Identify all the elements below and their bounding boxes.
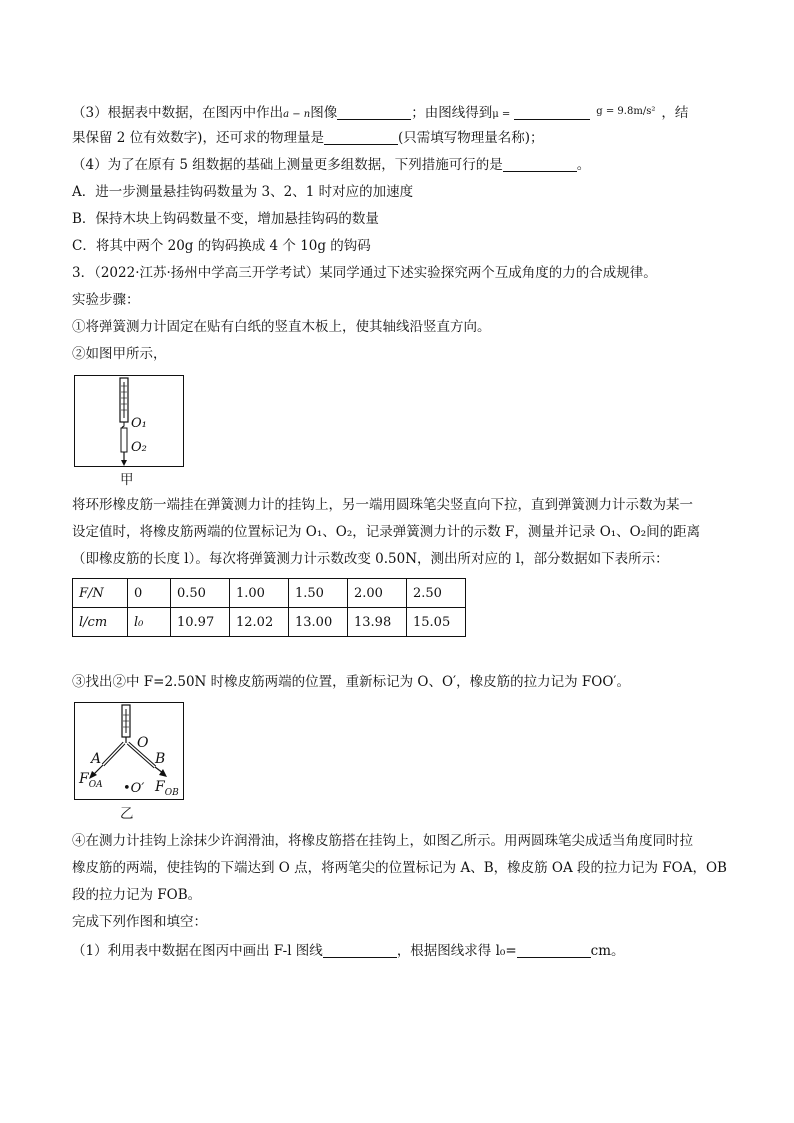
table-cell: 13.98 (348, 608, 407, 637)
p3-q1b: ，根据图线求得 l₀= (396, 943, 517, 959)
table-cell: 0 (128, 579, 171, 608)
p3-q1 (72, 941, 625, 961)
spring-scale-diagram (75, 376, 183, 466)
table-cell: 10.97 (171, 608, 230, 637)
q3-end: ，结 (661, 105, 689, 121)
p3-step4-line-1: ④在测力计挂钩上涂抹少许润滑油，将橡皮筋搭在挂钩上，如图乙所示。用两圆珠笔尖成适当角度同时拉 (72, 833, 693, 849)
label-fob-letter: F (155, 779, 165, 795)
table-cell: 15.05 (407, 608, 466, 637)
p3-para-line-1: 将环形橡皮筋一端挂在弹簧测力计的挂钩上，另一端用圆珠笔尖竖直向下拉，直到弹簧测力计示数为某一 (72, 497, 693, 513)
label-foa-letter: F (79, 771, 89, 787)
table-cell: 1.00 (230, 579, 289, 608)
p3-step1: ①将弹簧测力计固定在贴有白纸的竖直木板上，使其轴线沿竖直方向。 (72, 319, 491, 335)
label-b: B (155, 751, 166, 767)
p3-q1-blank-l0[interactable] (517, 943, 591, 958)
table-cell: 13.00 (289, 608, 348, 637)
p3-para-line-3: （即橡皮筋的长度 l）。每次将弹簧测力计示数改变 0.50N，测出所对应的 l，部分数据如下表所示： (72, 551, 669, 567)
label-o: O (137, 735, 149, 751)
p3-step2: ②如图甲所示， (72, 346, 167, 362)
p3-step3: ③找出②中 F=2.50N 时橡皮筋两端的位置，重新标记为 O、O′，橡皮筋的拉力记为 FOO′。 (72, 674, 630, 690)
q3-line2a: 果保留 2 位有效数字)，还可求的物理量是 (72, 130, 324, 146)
table-cell: 2.00 (348, 579, 407, 608)
q4-question (72, 155, 590, 175)
label-foa (79, 771, 103, 790)
p3-steps-label: 实验步骤： (72, 292, 140, 308)
label-fob-sub: OB (164, 787, 179, 798)
p3-complete: 完成下列作图和填空： (72, 914, 207, 930)
table-cell: 12.02 (230, 608, 289, 637)
q3-graph-suffix: 图像 (310, 105, 338, 121)
q3-blank-quantity[interactable] (324, 130, 398, 145)
q3-line-1 (72, 102, 688, 125)
table-cell: 2.50 (407, 579, 466, 608)
p3-q1a: （1）利用表中数据在图丙中画出 F-l 图线 (72, 943, 323, 959)
label-foa-sub: OA (88, 779, 103, 790)
figure-jia (74, 375, 184, 467)
label-o-prime: •O′ (123, 781, 145, 796)
label-a: A (91, 751, 102, 767)
p3-para-line-2: 设定值时，将橡皮筋两端的位置标记为 O₁、O₂，记录弹簧测力计的示数 F，测量并记录 O₁、O₂间的距离 (72, 524, 701, 540)
q4-option-a: A．进一步测量悬挂钩码数量为 3、2、1 时对应的加速度 (72, 184, 414, 200)
label-fob (155, 779, 179, 798)
figure-jia-caption: 甲 (120, 472, 134, 488)
force-length-table (72, 578, 466, 637)
p3-title: 3．（2022·江苏·扬州中学高三开学考试）某同学通过下述实验探究两个互成角度的力的合成规律。 (72, 265, 657, 281)
table-cell: 1.50 (289, 579, 348, 608)
label-o1: O₁ (131, 416, 147, 431)
figure-yi (74, 702, 184, 800)
q3-mu: μ = (492, 109, 511, 120)
p3-q1-blank-graph[interactable] (323, 943, 397, 958)
q4-option-c: C．将其中两个 20g 的钩码换成 4 个 10g 的钩码 (72, 238, 371, 254)
label-o2: O₂ (131, 440, 147, 455)
table-row (73, 608, 466, 637)
q4-option-b: B．保持木块上钩码数量不变，增加悬挂钩码的数量 (72, 211, 379, 227)
q4-period: 。 (576, 157, 591, 173)
q3-line-2 (72, 128, 544, 148)
table-cell: l/cm (73, 608, 128, 637)
table-cell: 0.50 (171, 579, 230, 608)
q3-graph-var: a − n (283, 109, 311, 120)
q3-blank-graph[interactable] (337, 105, 411, 120)
q3-mid: ；由图线得到 (411, 105, 493, 121)
q4-blank[interactable] (503, 157, 577, 172)
figure-yi-caption: 乙 (120, 806, 134, 822)
q3-prefix: （3）根据表中数据，在图丙中作出 (72, 105, 284, 121)
q3-line2b: (只需填写物理量名称)； (397, 130, 544, 146)
p3-q1c: cm。 (590, 943, 625, 959)
q3-blank-mu[interactable] (514, 105, 590, 120)
p3-step4-line-2: 橡皮筋的两端，使挂钩的下端达到 O 点，将两笔尖的位置标记为 A、B，橡皮筋 OA 段的拉力记为 FOA，OB (72, 860, 727, 876)
table-cell: F/N (73, 579, 128, 608)
table-row (73, 579, 466, 608)
table-cell: l₀ (128, 608, 171, 637)
p3-step4-line-3: 段的拉力记为 FOB。 (72, 887, 202, 903)
q4-text: （4）为了在原有 5 组数据的基础上测量更多组数据，下列措施可行的是 (72, 157, 503, 173)
q3-g-note: g = 9.8m/s² (596, 106, 656, 117)
